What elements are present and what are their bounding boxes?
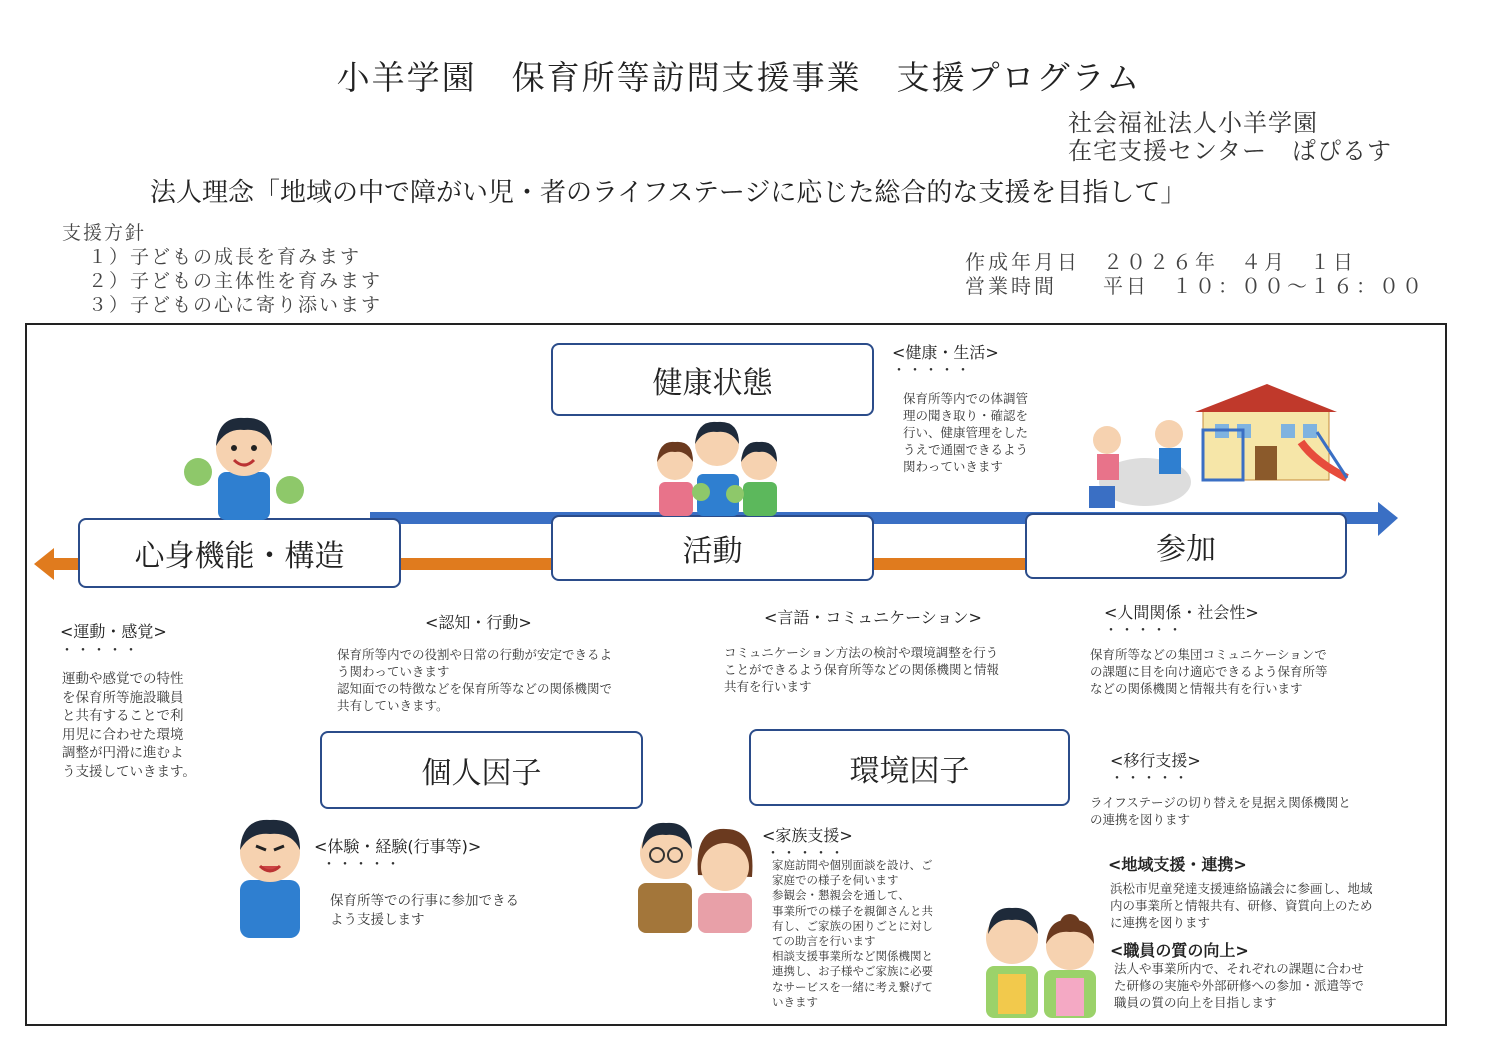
dots: ・・・・・ <box>60 643 140 659</box>
school-playground-illustration <box>1085 382 1357 512</box>
text-family-support: 家庭訪問や個別面談を設け、ご 家庭での様子を伺います 参観会・懇親会を通して、 事業所での様子を親御さんと共 有し、ご家族の困りごとに対し ての助言を行います 相談支援事業所など関係機関と 連携し、お子様やご家族に必要 なサービスを一緒に考え繋げて いきます <box>772 858 933 1009</box>
box-participation: 参加 <box>1025 513 1347 579</box>
heading-staff-quality: <職員の質の向上> <box>1110 941 1249 960</box>
text-language-communication: コミュニケーション方法の検討や環境調整を行う ことができるよう保育所等などの関係機関と情報 共有を行います <box>724 645 1000 694</box>
text-motor-sensory: 運動や感覚での特性 を保育所等施設職員 と共有することで利 用児に合わせた環境 調整が円滑に進むよ う支援していきます。 <box>62 671 196 780</box>
dots: ・・・・・ <box>322 857 402 873</box>
orange-arrow-head <box>34 548 54 580</box>
heading-relations-social: <人間関係・社会性> <box>1104 603 1259 622</box>
dots: ・・・・・ <box>892 363 972 379</box>
box-environment-factors: 環境因子 <box>749 729 1070 806</box>
text-health-life: 保育所等内での体調管 理の聞き取り・確認を 行い、健康管理をした うえで通園できるよう 関わっていきます <box>903 391 1029 474</box>
heading-family-support: <家族支援> <box>762 826 853 845</box>
text-transition-support: ライフステージの切り替えを見据え関係機関と の連携を図ります <box>1090 795 1351 827</box>
heading-cognition-behavior: <認知・行動> <box>425 613 532 632</box>
parents-illustration <box>636 815 756 933</box>
created-date: 作成年月日 ２０２６年 ４月 １日 <box>965 250 1356 274</box>
text-relations-social: 保育所等などの集団コミュニケーションで の課題に目を向け適応できるよう保育所等 などの関係機関と情報共有を行います <box>1090 647 1328 696</box>
box-health: 健康状態 <box>551 343 874 416</box>
philosophy: 法人理念「地域の中で障がい児・者のライフステージに応じた総合的な支援を目指して」 <box>150 178 1187 208</box>
box-personal-factors: 個人因子 <box>320 731 643 809</box>
org-name: 社会福祉法人小羊学園 <box>1068 109 1318 137</box>
text-cognition-behavior: 保育所等内での役割や日常の行動が安定できるよ う関わっていきます 認知面での特徴などを保育所等などの関係機関で 共有していきます。 <box>337 647 613 713</box>
box-body-function: 心身機能・構造 <box>78 518 401 588</box>
policy-heading: 支援方針 <box>62 222 147 244</box>
policy-item: ２）子どもの主体性を育みます <box>88 270 383 292</box>
page-title: 小羊学園 保育所等訪問支援事業 支援プログラム <box>336 58 1142 97</box>
box-activity: 活動 <box>551 515 874 581</box>
policy-item: ３）子どもの心に寄り添います <box>88 294 383 316</box>
child-cheering-illustration <box>184 410 304 520</box>
text-community-support: 浜松市児童発達支援連絡協議会に参画し、地域 内の事業所と情報共有、研修、資質向上のため に連携を図ります <box>1110 881 1373 930</box>
dots: ・・・・・ <box>1110 771 1190 787</box>
heading-health-life: <健康・生活> <box>892 343 999 362</box>
heading-community-support: <地域支援・連携> <box>1108 855 1247 874</box>
heading-experience-events: <体験・経験(行事等)> <box>314 837 482 856</box>
heading-transition-support: <移行支援> <box>1110 751 1201 770</box>
business-hours: 営業時間 平日 １０：００～１６：００ <box>965 274 1425 298</box>
policy-item: １）子どもの成長を育みます <box>88 246 362 268</box>
center-name: 在宅支援センター ぱぴるす <box>1068 137 1393 165</box>
blue-arrow-head <box>1378 502 1398 536</box>
text-experience-events: 保育所等での行事に参加できる よう支援します <box>330 893 519 928</box>
text-staff-quality: 法人や事業所内で、それぞれの課題に合わせ た研修の実施や外部研修への参加・派遣等で 職員の質の向上を目指します <box>1114 961 1365 1010</box>
staff-illustration <box>982 900 1100 1018</box>
child-frowning-illustration <box>230 810 310 940</box>
dots: ・・・・・ <box>766 846 846 862</box>
heading-motor-sensory: <運動・感覚> <box>60 622 167 641</box>
children-group-illustration <box>655 418 780 516</box>
dots: ・・・・・ <box>1104 623 1184 639</box>
heading-language-communication: <言語・コミュニケーション> <box>764 608 982 627</box>
